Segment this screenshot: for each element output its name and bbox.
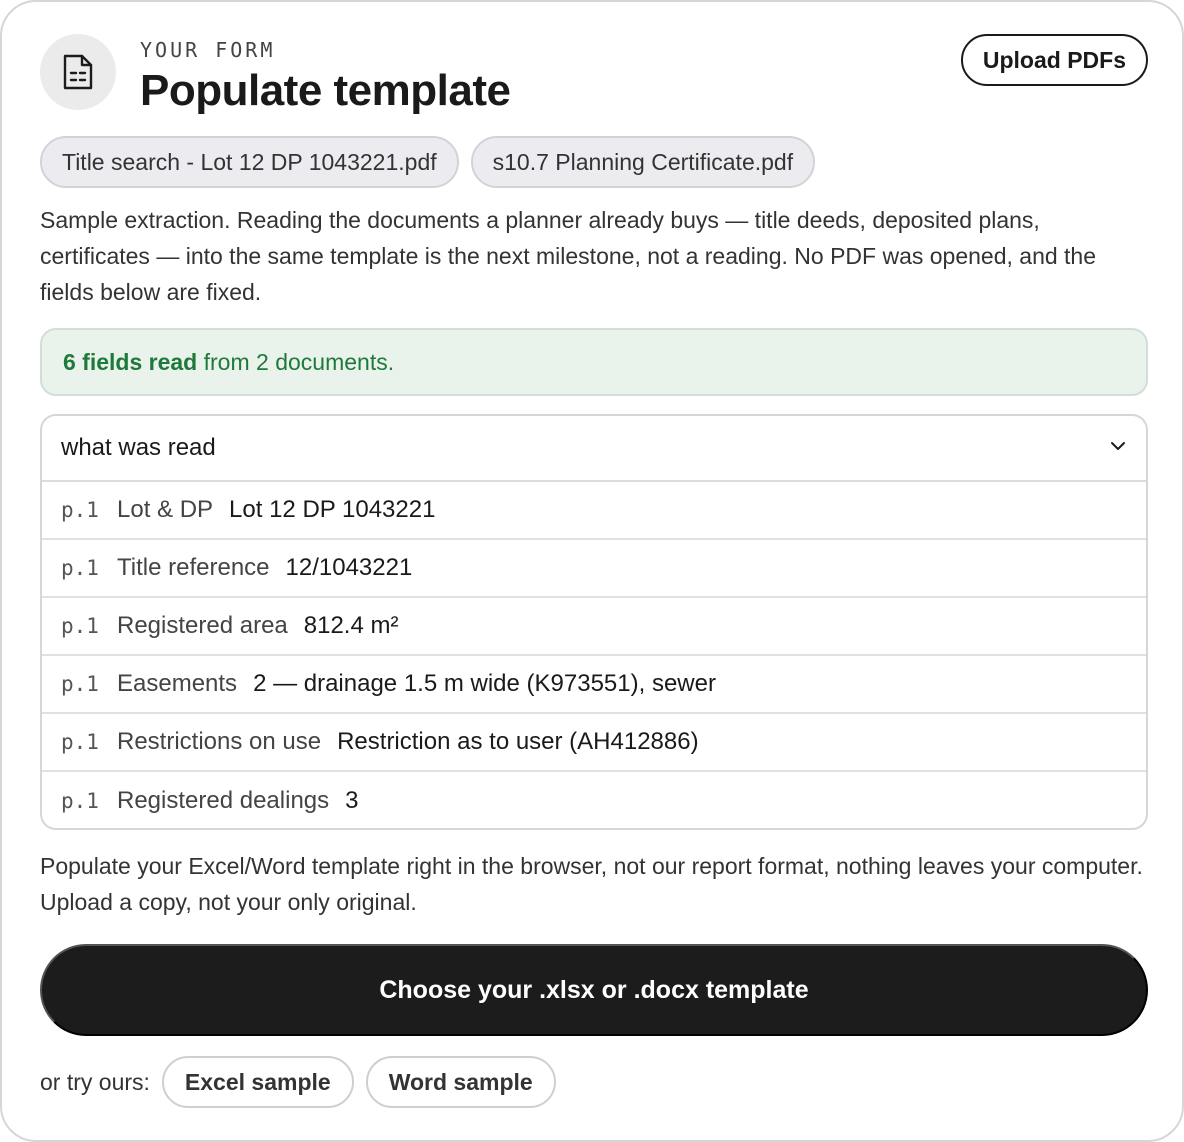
page-title: Populate template [140,66,511,115]
file-chip-title-search[interactable]: Title search - Lot 12 DP 1043221.pdf [40,136,459,188]
read-row [42,714,1146,772]
read-row [42,772,1146,830]
chevron-down-icon [1108,436,1128,461]
page-ref: p.1 [61,498,99,522]
upload-pdfs-button[interactable]: Upload PDFs [961,34,1148,86]
file-chip-planning-certificate[interactable]: s10.7 Planning Certificate.pdf [471,136,815,188]
field-value: 812.4 m² [303,612,399,639]
field-label: Title reference [117,554,270,581]
choose-template-button[interactable]: Choose your .xlsx or .docx template [40,944,1148,1036]
field-label: Restrictions on use [117,728,322,755]
samples-label: or try ours: [40,1068,150,1095]
field-label: Registered area [117,612,288,639]
header [40,34,1148,118]
intro-text: Sample extraction. Reading the documents a planner already buys — title deeds, deposited plans, certificates — into the same template is the next milestone, not a reading. No PDF was opened, and the fields below are fixed. [40,207,1097,305]
field-label: Registered dealings [117,787,330,814]
field-label: Easements [117,670,238,697]
fields-read-source: from 2 documents. [197,348,395,375]
field-value: Lot 12 DP 1043221 [229,496,436,523]
read-row [42,482,1146,540]
field-value: 3 [345,787,359,814]
read-row [42,598,1146,656]
excel-sample-button[interactable]: Excel sample [162,1056,354,1108]
what-was-read-title: what was read [61,434,216,461]
page-ref: p.1 [61,556,99,580]
field-label: Lot & DP [117,496,214,523]
field-value: 12/1043221 [285,554,413,581]
sample-templates [40,1056,556,1108]
what-was-read-panel [40,414,1148,830]
page-ref: p.1 [61,730,99,754]
page-ref: p.1 [61,789,99,813]
fields-read-count: 6 fields read [63,348,198,375]
field-value: Restriction as to user (AH412886) [337,728,699,755]
what-was-read-toggle[interactable] [42,416,1146,482]
read-row [42,540,1146,598]
word-sample-button[interactable]: Word sample [366,1056,556,1108]
fields-read-notice [40,328,1148,396]
page-ref: p.1 [61,614,99,638]
field-value: 2 — drainage 1.5 m wide (K973551), sewer [253,670,716,697]
privacy-note: Populate your Excel/Word template right in the browser, not our report format, nothing leaves your computer. Upload a copy, not your only original. [40,853,1143,915]
form-eyebrow: YOUR FORM [140,38,276,62]
file-chips [40,136,815,188]
page-ref: p.1 [61,672,99,696]
read-row [42,656,1146,714]
document-icon [40,34,116,110]
